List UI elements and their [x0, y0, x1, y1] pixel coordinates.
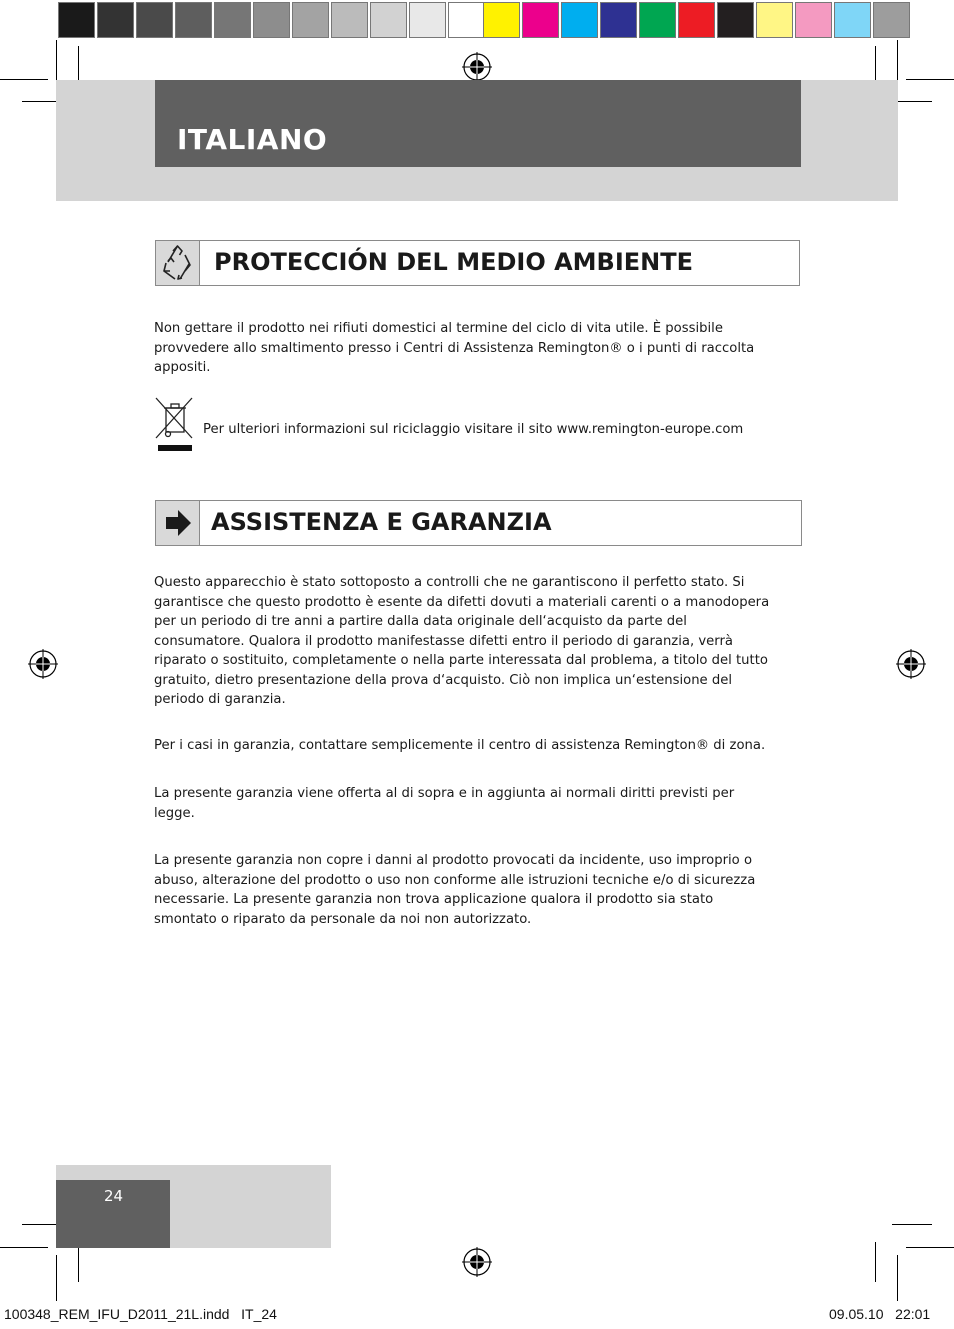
color-swatch: [756, 2, 793, 38]
section-header-warranty: [155, 500, 802, 546]
color-swatch: [253, 2, 290, 38]
color-swatch: [292, 2, 329, 38]
registration-mark-icon: [462, 1247, 492, 1277]
crop-mark: [892, 101, 932, 102]
color-swatch: [97, 2, 134, 38]
color-swatch: [873, 2, 910, 38]
color-swatch: [639, 2, 676, 38]
crop-mark: [906, 1247, 954, 1248]
recycle-icon: [156, 241, 200, 285]
slug-date: 09.05.10 22:01: [829, 1306, 931, 1322]
color-swatch: [214, 2, 251, 38]
weee-bin-icon: [154, 396, 196, 454]
section-header-environment: [155, 240, 800, 286]
color-swatch: [717, 2, 754, 38]
crop-mark: [906, 79, 954, 80]
color-swatch: [175, 2, 212, 38]
color-swatch: [409, 2, 446, 38]
crop-mark: [875, 1242, 876, 1282]
paragraph: Non gettare il prodotto nei rifiuti domestici al termine del ciclo di vita utile. È possibile provvedere allo smaltimento presso i Centri di Assistenza Remington® o i punti di raccolta appositi.: [154, 321, 755, 375]
language-title: ITALIANO: [177, 123, 328, 156]
color-swatch-bar: [483, 2, 912, 38]
section-title: ASSISTENZA E GARANZIA: [211, 508, 552, 536]
crop-mark: [897, 1255, 898, 1301]
color-swatch: [331, 2, 368, 38]
paragraph: Questo apparecchio è stato sottoposto a controlli che ne garantiscono il perfetto stato. Si garantisce che questo prodotto è esente da difetti dovuti a materiali carenti o a manodopera per un periodo di tre anni a partire dalla data originale dell‘acquisto da parte del consumatore. Qualora il prodotto manifestasse difetti entro il periodo di garanzia, verrà riparato o sostituito, completamente o nella parte interessata dal problema, a titolo del tutto gratuito, dietro presentazione della prova d‘acquisto. Ciò non implica un‘estensione del periodo di garanzia.: [154, 575, 770, 707]
color-swatch: [58, 2, 95, 38]
paragraph: La presente garanzia non copre i danni al prodotto provocati da incidente, uso improprio o abuso, alterazione del prodotto o uso non conforme alle istruzioni tecniche e/o di sicurezza necessarie. La presente garanzia non trova applicazione qualora il prodotto sia stato smontato o riparato da personale da noi non autorizzato.: [154, 853, 756, 927]
color-swatch: [522, 2, 559, 38]
crop-mark: [56, 1255, 57, 1301]
weee-note: Per ulteriori informazioni sul riciclaggio visitare il sito www.remington-europe.com: [203, 422, 744, 437]
paragraph: Per i casi in garanzia, contattare semplicemente il centro di assistenza Remington® di zona.: [154, 738, 766, 753]
color-swatch: [136, 2, 173, 38]
gray-swatch-bar: [58, 2, 487, 38]
color-swatch: [448, 2, 485, 38]
crop-mark: [0, 79, 48, 80]
crop-mark: [892, 1224, 932, 1225]
page-number: 24: [104, 1187, 124, 1205]
crop-mark: [0, 1247, 48, 1248]
registration-mark-icon: [896, 649, 926, 679]
crop-mark: [78, 1242, 79, 1282]
color-swatch: [678, 2, 715, 38]
color-swatch: [834, 2, 871, 38]
registration-mark-icon: [462, 52, 492, 82]
paragraph: La presente garanzia viene offerta al di sopra e in aggiunta ai normali diritti previsti per legge.: [154, 786, 735, 821]
slug-file-name: 100348_REM_IFU_D2011_21L.indd IT_24: [4, 1306, 277, 1322]
color-swatch: [795, 2, 832, 38]
color-swatch: [561, 2, 598, 38]
color-swatch: [600, 2, 637, 38]
language-title-box: [155, 80, 801, 167]
registration-mark-icon: [28, 649, 58, 679]
section-title: PROTECCIÓN DEL MEDIO AMBIENTE: [214, 248, 694, 276]
color-swatch: [370, 2, 407, 38]
arrow-right-icon: [156, 501, 200, 545]
color-swatch: [483, 2, 520, 38]
